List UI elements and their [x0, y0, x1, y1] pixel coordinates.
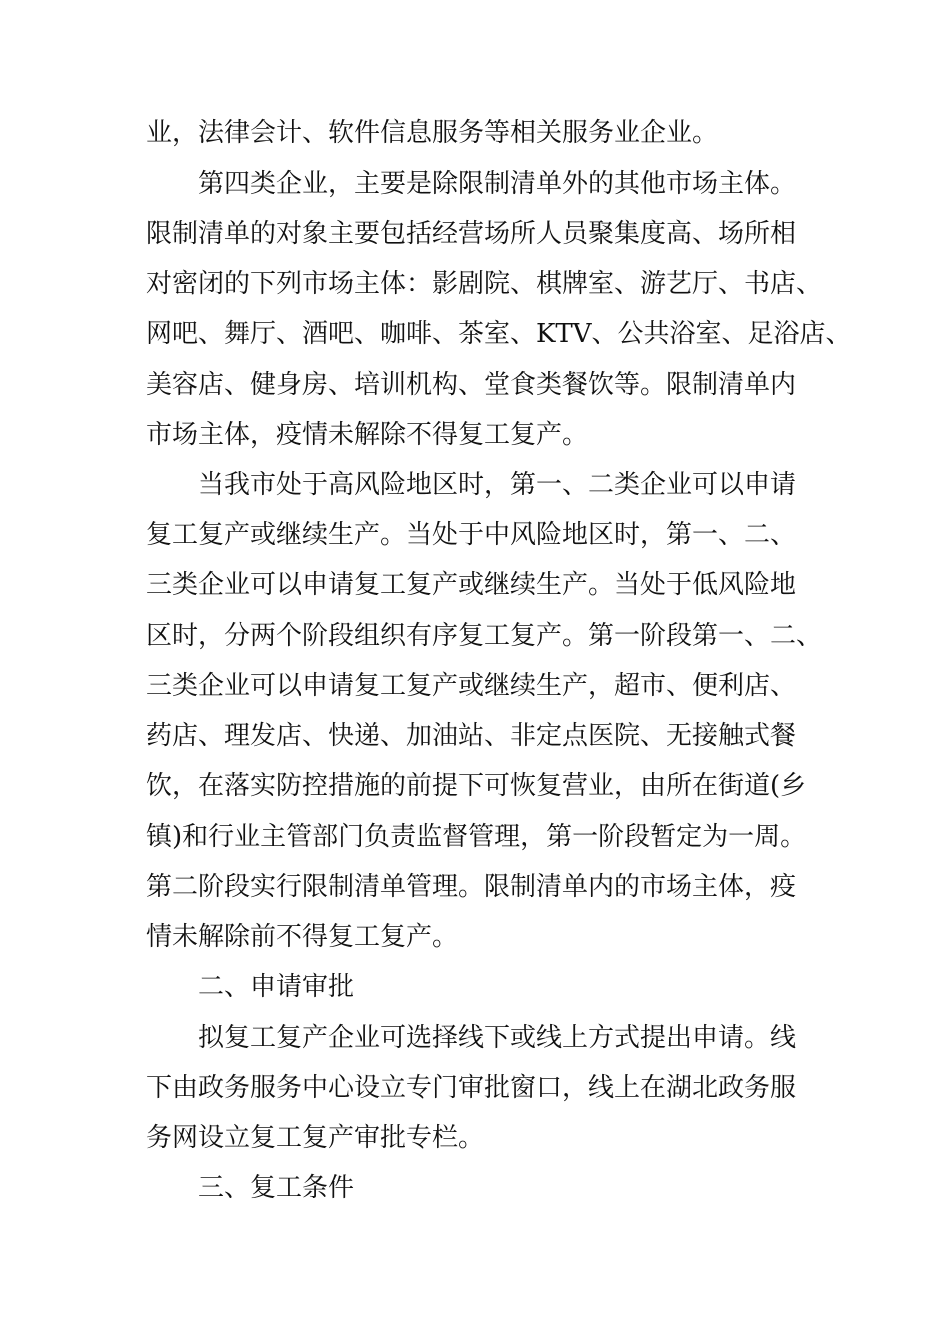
text-line-6: 美容店、健身房、培训机构、堂食类餐饮等。限制清单内	[146, 370, 797, 400]
text-line-10: 三类企业可以申请复工复产或继续生产。当处于低风险地	[146, 570, 797, 600]
text-line-16: 第二阶段实行限制清单管理。限制清单内的市场主体，疫	[146, 872, 797, 902]
text-line-5: 网吧、舞厅、酒吧、咖啡、茶室、KTV、公共浴室、足浴店、	[146, 319, 852, 349]
text-line-7: 市场主体，疫情未解除不得复工复产。	[146, 420, 589, 450]
paragraph-risk-levels: 当我市处于高风险地区时，第一、二类企业可以申请	[198, 470, 797, 500]
text-line-9: 复工复产或继续生产。当处于中风险地区时，第一、二、	[146, 520, 797, 550]
text-line-13: 药店、理发店、快递、加油站、非定点医院、无接触式餐	[146, 721, 797, 751]
text-line-17: 情未解除前不得复工复产。	[146, 922, 459, 952]
text-line-1: 业，法律会计、软件信息服务等相关服务业企业。	[146, 118, 719, 148]
text-line-14: 饮，在落实防控措施的前提下可恢复营业，由所在街道(乡	[146, 771, 807, 801]
text-line-4: 对密闭的下列市场主体：影剧院、棋牌室、游艺厅、书店、	[146, 269, 823, 299]
paragraph-4th-category: 第四类企业，主要是除限制清单外的其他市场主体。	[198, 169, 797, 199]
text-line-12: 三类企业可以申请复工复产或继续生产，超市、便利店、	[146, 671, 797, 701]
text-line-11: 区时，分两个阶段组织有序复工复产。第一阶段第一、二、	[146, 621, 823, 651]
text-line-21: 务网设立复工复产审批专栏。	[146, 1123, 485, 1153]
text-line-15: 镇)和行业主管部门负责监督管理，第一阶段暂定为一周。	[146, 822, 807, 852]
paragraph-application: 拟复工复产企业可选择线下或线上方式提出申请。线	[198, 1023, 797, 1053]
text-line-20: 下由政务服务中心设立专门审批窗口，线上在湖北政务服	[146, 1073, 797, 1103]
section-heading-application: 二、申请审批	[198, 972, 355, 1002]
text-line-3: 限制清单的对象主要包括经营场所人员聚集度高、场所相	[146, 219, 797, 249]
section-heading-conditions: 三、复工条件	[198, 1173, 355, 1203]
